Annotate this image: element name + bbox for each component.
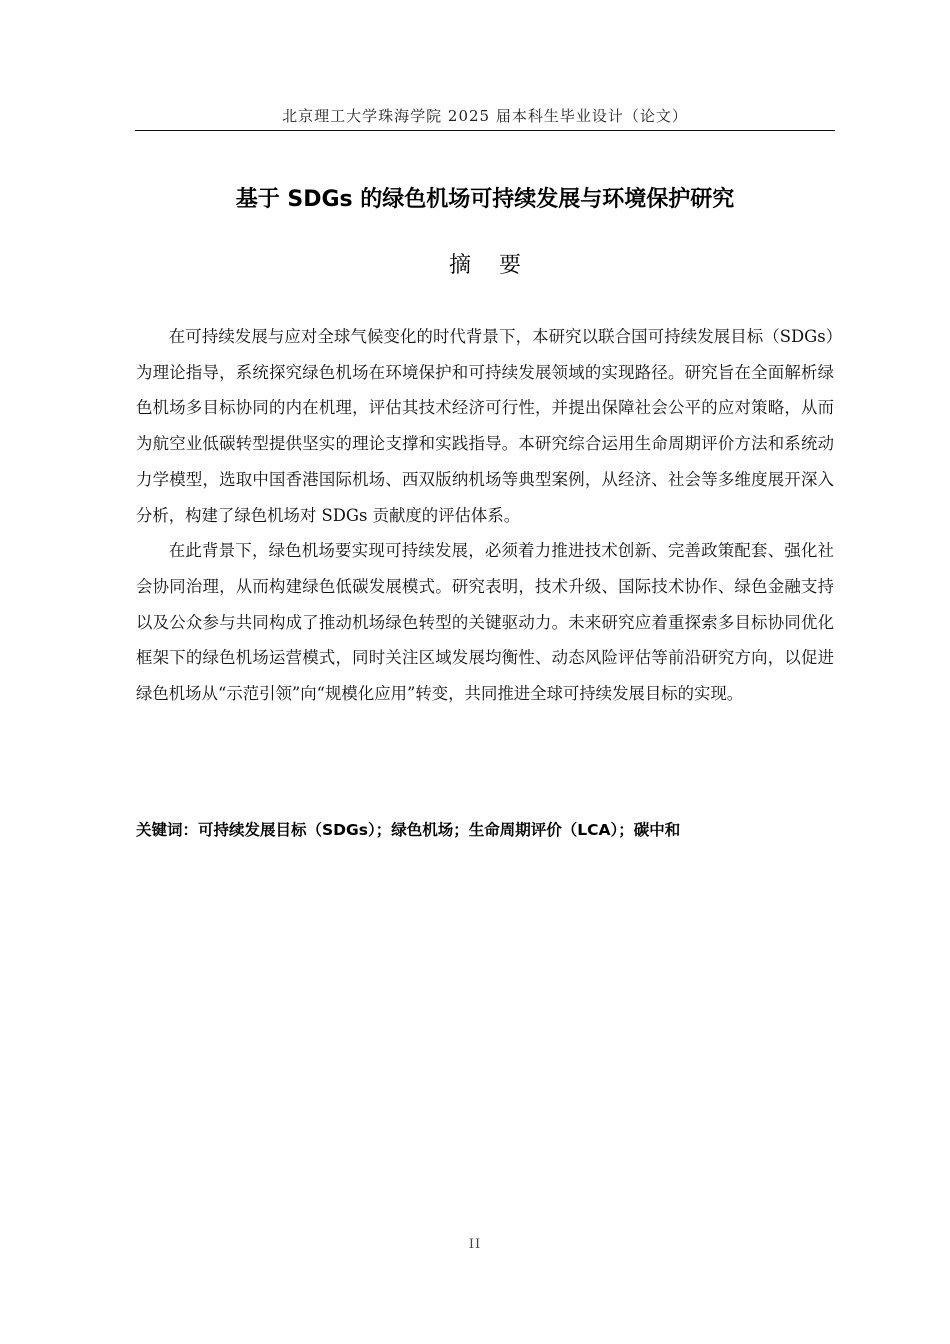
abstract-heading-char-1: 摘 <box>448 253 471 278</box>
abstract-paragraph-1: 在可持续发展与应对全球气候变化的时代背景下，本研究以联合国可持续发展目标（SDGs）为理论指导，系统探究绿色机场在环境保护和可持续发展领域的实现路径。研究旨在全面解析绿色机场多目标协同的内在机理，评估其技术经济可行性，并提出保障社会公平的应对策略，从而为航空业低碳转型提供坚实的理论支撑和实践指导。本研究综合运用生命周期评价方法和系统动力学模型，选取中国香港国际机场、西双版纳机场等典型案例，从经济、社会等多维度展开深入分析，构建了绿色机场对 SDGs 贡献度的评估体系。 <box>136 327 834 525</box>
thesis-title: 基于 SDGs 的绿色机场可持续发展与环境保护研究 <box>235 187 735 212</box>
abstract-heading-char-2: 要 <box>499 253 522 278</box>
abstract-paragraph-2: 在此背景下，绿色机场要实现可持续发展，必须着力推进技术创新、完善政策配套、强化社会协同治理，从而构建绿色低碳发展模式。研究表明，技术升级、国际技术协作、绿色金融支持以及公众参与共同构成了推动机场绿色转型的关键驱动力。未来研究应着重探索多目标协同优化框架下的绿色机场运营模式，同时关注区域发展均衡性、动态风险评估等前沿研究方向，以促进绿色机场从“示范引领”向“规模化应用”转变，共同推进全球可持续发展目标的实现。 <box>136 541 834 704</box>
abstract-heading <box>135 249 835 283</box>
page-number: II <box>468 1237 482 1252</box>
running-header: 北京理工大学珠海学院 2025 届本科生毕业设计（论文） <box>282 107 688 125</box>
keywords-line: 关键词：可持续发展目标（SDGs）；绿色机场；生命周期评价（LCA）；碳中和 <box>136 821 681 839</box>
header-divider <box>135 130 835 131</box>
abstract-body <box>136 319 834 712</box>
